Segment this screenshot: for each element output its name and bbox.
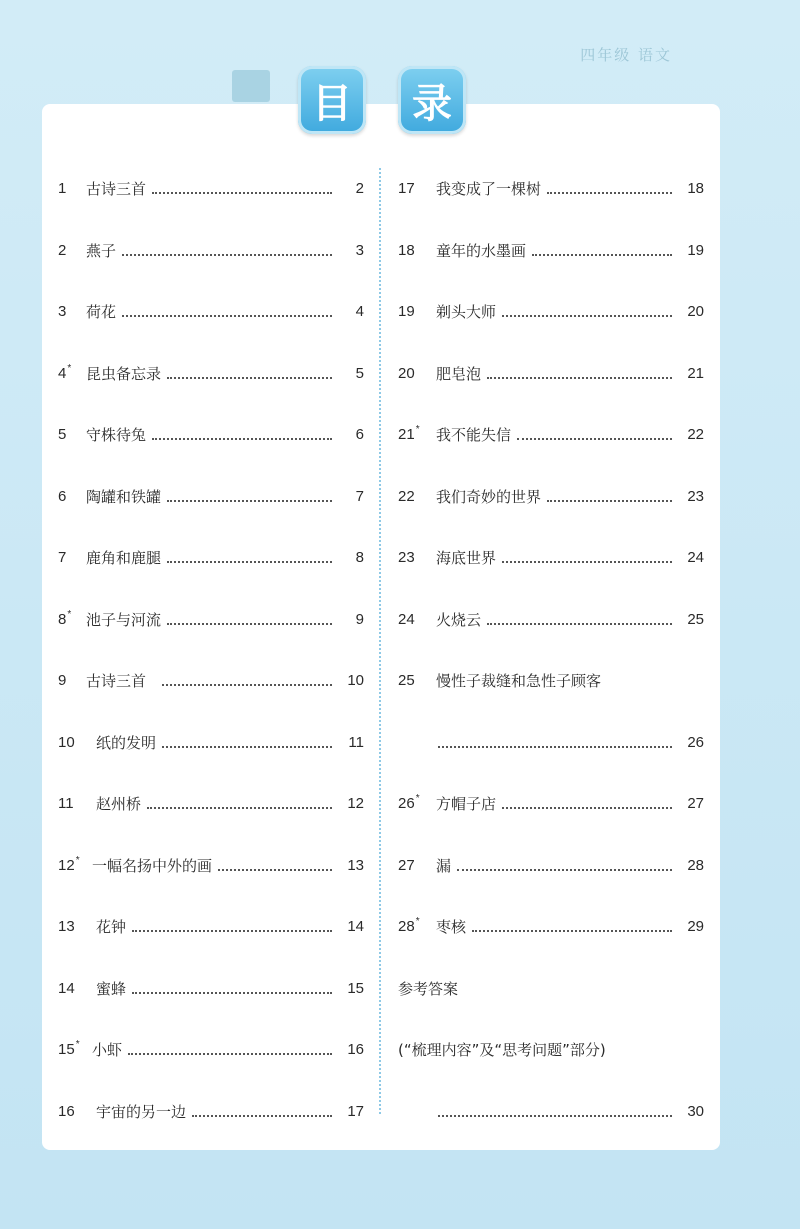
dot-leader (147, 806, 332, 809)
dot-leader (192, 1114, 332, 1117)
entry-title: 蜜蜂 (96, 979, 127, 998)
entry-number: 20 (398, 364, 415, 382)
entry-title: 我们奇妙的世界 (436, 487, 542, 506)
entry-title: 燕子 (86, 241, 117, 260)
entry-page: 30 (687, 1102, 704, 1120)
dot-leader (532, 253, 672, 256)
toc-entry[interactable] (58, 1019, 364, 1081)
entry-page: 17 (347, 1102, 364, 1120)
dot-leader (167, 622, 332, 625)
entry-page: 28 (687, 856, 704, 874)
entry-title: 慢性子裁缝和急性子顾客 (436, 672, 602, 691)
dot-leader (502, 560, 672, 563)
dot-leader (487, 376, 672, 379)
entry-page: 7 (355, 487, 364, 505)
entry-number: 11 (58, 795, 74, 813)
entry-number: 26* (398, 793, 420, 813)
entry-page: 26 (687, 733, 704, 751)
entry-number: 27 (398, 856, 415, 874)
entry-number: 22 (398, 487, 415, 505)
entry-number: 7 (58, 549, 67, 567)
answers-subheading: (“梳理内容”及“思考问题”部分) (398, 1041, 606, 1060)
entry-number: 14 (58, 979, 75, 997)
column-divider (379, 168, 381, 1114)
toc-entry[interactable] (398, 466, 704, 528)
entry-title: 宇宙的另一边 (96, 1102, 187, 1121)
entry-page: 3 (355, 241, 364, 259)
dot-leader (167, 560, 332, 563)
entry-title: 荷花 (86, 303, 117, 322)
entry-title: 肥皂泡 (436, 364, 482, 383)
entry-number: 2 (58, 241, 67, 259)
entry-page: 6 (355, 426, 364, 444)
entry-number: 24 (398, 610, 415, 628)
entry-number: 3 (58, 303, 67, 321)
entry-number: 6 (58, 487, 67, 505)
entry-number: 12* (58, 854, 80, 874)
entry-page: 27 (687, 795, 704, 813)
toc-entry[interactable] (58, 650, 364, 712)
dot-leader (167, 376, 332, 379)
entry-title: 昆虫备忘录 (86, 364, 162, 383)
toc-entry[interactable] (58, 466, 364, 528)
toc-entry[interactable] (58, 220, 364, 282)
entry-page: 16 (347, 1041, 364, 1059)
entry-title: 鹿角和鹿腿 (86, 549, 162, 568)
entry-page: 29 (687, 918, 704, 936)
toc-entry[interactable] (398, 158, 704, 220)
dot-leader (152, 437, 332, 440)
title-char-box: 录 (398, 66, 466, 134)
entry-page: 15 (347, 979, 364, 997)
entry-number: 9 (58, 672, 67, 690)
entry-number: 15* (58, 1039, 80, 1059)
dot-leader (502, 314, 672, 317)
dot-leader (517, 437, 672, 440)
toc-entry[interactable] (58, 343, 364, 405)
entry-title: 陶罐和铁罐 (86, 487, 162, 506)
entry-page: 21 (687, 364, 704, 382)
title-char-box: 目 (298, 66, 366, 134)
toc-entry[interactable] (58, 404, 364, 466)
toc-entry[interactable] (398, 404, 704, 466)
dot-leader (457, 868, 672, 871)
page-title (298, 66, 466, 134)
dot-leader (128, 1052, 332, 1055)
answers-heading-row[interactable] (398, 958, 704, 1020)
toc-column-right (398, 158, 704, 1142)
entry-page: 13 (347, 856, 364, 874)
entry-title: 海底世界 (436, 549, 497, 568)
toc-entry[interactable] (58, 773, 364, 835)
entry-number: 28* (398, 916, 420, 936)
entry-number: 19 (398, 303, 415, 321)
dot-leader (218, 868, 332, 871)
entry-page: 19 (687, 241, 704, 259)
dot-leader (438, 1114, 672, 1117)
toc-entry[interactable] (58, 158, 364, 220)
entry-page: 5 (355, 364, 364, 382)
entry-page: 14 (347, 918, 364, 936)
entry-title: 纸的发明 (96, 733, 157, 752)
toc-entry[interactable] (398, 527, 704, 589)
toc-entry[interactable] (398, 589, 704, 651)
entry-page: 8 (355, 549, 364, 567)
dot-leader (487, 622, 672, 625)
entry-title: 剃头大师 (436, 303, 497, 322)
toc-entry[interactable] (398, 835, 704, 897)
toc-entry[interactable] (58, 958, 364, 1020)
entry-title: 一幅名扬中外的画 (92, 856, 213, 875)
entry-number: 17 (398, 180, 415, 198)
entry-number: 13 (58, 918, 75, 936)
entry-title: 守株待兔 (86, 426, 147, 445)
entry-page: 12 (347, 795, 364, 813)
entry-page: 4 (355, 303, 364, 321)
entry-page: 11 (348, 733, 364, 751)
entry-page: 22 (687, 426, 704, 444)
dot-leader (152, 191, 332, 194)
entry-title: 花钟 (96, 918, 127, 937)
entry-page: 24 (687, 549, 704, 567)
entry-title: 古诗三首 (86, 672, 147, 691)
dot-leader (167, 499, 332, 502)
dot-leader (132, 991, 332, 994)
entry-page: 25 (687, 610, 704, 628)
entry-number: 1 (58, 180, 67, 198)
answers-page-row[interactable] (398, 1081, 704, 1143)
dot-leader (132, 929, 332, 932)
entry-title: 赵州桥 (96, 795, 142, 814)
toc-entry[interactable] (398, 773, 704, 835)
answers-section (398, 958, 704, 1143)
answers-subheading-row (398, 1019, 704, 1081)
entry-title: 我变成了一棵树 (436, 180, 542, 199)
entry-number: 10 (58, 733, 75, 751)
toc-entry-continuation[interactable] (398, 712, 704, 774)
entry-number: 5 (58, 426, 67, 444)
toc-column-left (58, 158, 364, 1142)
entry-title: 漏 (436, 856, 452, 875)
entry-page: 10 (347, 672, 364, 690)
toc-entry[interactable] (58, 712, 364, 774)
entry-page: 2 (355, 180, 364, 198)
answers-heading: 参考答案 (398, 979, 459, 998)
header-decoration (232, 70, 270, 102)
entry-title: 童年的水墨画 (436, 241, 527, 260)
entry-number: 21* (398, 424, 420, 444)
toc-entry[interactable] (398, 896, 704, 958)
toc-entry[interactable] (58, 281, 364, 343)
entry-title: 火烧云 (436, 610, 482, 629)
dot-leader (162, 683, 332, 686)
dot-leader (547, 191, 672, 194)
entry-number: 25 (398, 672, 415, 690)
entry-page: 9 (355, 610, 364, 628)
toc-entry[interactable] (398, 650, 704, 712)
toc-entry[interactable] (398, 220, 704, 282)
dot-leader (122, 253, 332, 256)
toc-entry[interactable] (58, 1081, 364, 1143)
toc-entry[interactable] (398, 281, 704, 343)
entry-number: 18 (398, 241, 415, 259)
toc-entry[interactable] (58, 527, 364, 589)
entry-title: 池子与河流 (86, 610, 162, 629)
entry-number: 16 (58, 1102, 75, 1120)
entry-number: 23 (398, 549, 415, 567)
entry-page: 20 (687, 303, 704, 321)
dot-leader (438, 745, 672, 748)
entry-title: 方帽子店 (436, 795, 497, 814)
dot-leader (502, 806, 672, 809)
entry-title: 古诗三首 (86, 180, 147, 199)
entry-number: 8* (58, 608, 72, 628)
toc-entry[interactable] (398, 343, 704, 405)
dot-leader (122, 314, 332, 317)
dot-leader (472, 929, 672, 932)
running-header: 四年级 语文 (580, 46, 672, 64)
dot-leader (162, 745, 332, 748)
entry-page: 23 (687, 487, 704, 505)
entry-title: 枣核 (436, 918, 467, 937)
dot-leader (547, 499, 672, 502)
toc-entry[interactable] (58, 896, 364, 958)
entry-title: 我不能失信 (436, 426, 512, 445)
entry-title: 小虾 (92, 1041, 123, 1060)
toc-entry[interactable] (58, 835, 364, 897)
entry-page: 18 (687, 180, 704, 198)
entry-number: 4* (58, 362, 72, 382)
toc-entry[interactable] (58, 589, 364, 651)
